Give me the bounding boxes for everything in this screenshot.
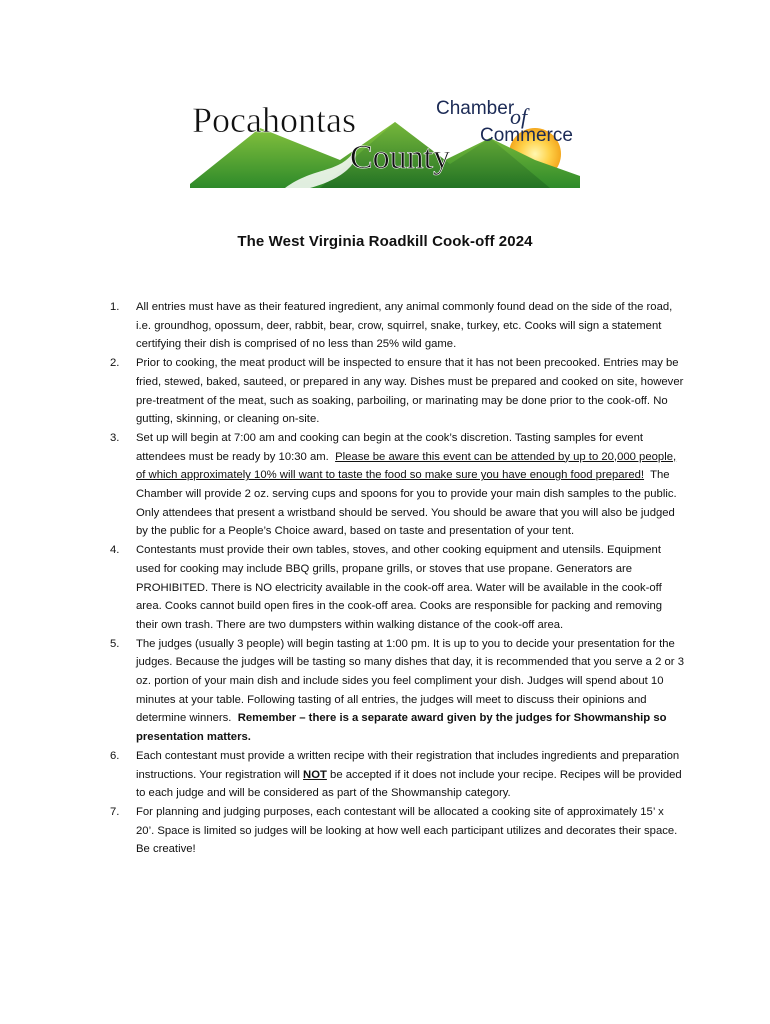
- logo-word-commerce: Commerce: [480, 125, 573, 146]
- rule-number: 2.: [110, 357, 120, 370]
- rule-showmanship-reminder: Remember – there is a separate award given by the judges for Showmanship so presentation matters.: [136, 712, 667, 744]
- rule-item-3: [96, 429, 684, 541]
- rule-item-6: [96, 747, 684, 803]
- rule-text: The Chamber will provide 2 oz. serving cups and spoons for you to provide your main dish samples to the public. Only attendees that present a wristband should be served. You should be aware that you will also be judged by the public for a People’s Choice award, based on taste and presentation of your tent.: [136, 469, 677, 538]
- rule-item-1: [96, 298, 684, 354]
- logo-word-pocahontas: Pocahontas: [192, 100, 356, 140]
- rule-number: 7.: [110, 805, 120, 818]
- rule-attendance-warning: Please be aware this event can be attended by up to 20,000 people, of which approximately 10% will want to taste the food so make sure you have enough food prepared!: [136, 450, 677, 482]
- logo-word-county: County: [350, 139, 451, 176]
- rule-text: The judges (usually 3 people) will begin tasting at 1:00 pm. It is up to you to decide your presentation for the judges. Because the judges will be tasting so many dishes that day, it is recommended that you serve a 2 or 3 oz. portion of your main dish and include sides you feel compliment your dish. Judges will spend about 10 minutes at your table. Following tasting of all entries, the judges will meet to discuss their opinions and determine winners.: [136, 637, 684, 725]
- rule-text: All entries must have as their featured ingredient, any animal commonly found dead on the side of the road, i.e. groundhog, opossum, deer, rabbit, bear, crow, squirrel, snake, turkey, etc. Cooks will sign a statement certifying their dish is comprised of no less than 25% wild game.: [136, 301, 673, 351]
- rule-text: Each contestant must provide a written recipe with their registration that includes ingredients and preparation instructions. Your registration will: [136, 749, 680, 781]
- rule-not-emphasis: NOT: [303, 768, 327, 781]
- rule-number: 5.: [110, 637, 120, 650]
- rule-text: Prior to cooking, the meat product will be inspected to ensure that it has not been precooked. Entries may be fried, stewed, baked, sauteed, or prepared in any way. Dishes must be prepared and cooked on site, however pre-treatment of the meat, such as soaking, parboiling, or marinating may be done prior to the cook-off. No gutting, skinning, or cleaning on-site.: [136, 357, 684, 426]
- rule-number: 1.: [110, 301, 120, 313]
- rule-text: Contestants must provide their own tables, stoves, and other cooking equipment and utensils. Equipment used for cooking may include BBQ grills, propane grills, or stoves that use propane. Generators are PROHIBITED. There is NO electricity available in the cook-off area. Water will be available in the cook-off area. Cooks cannot build open fires in the cook-off area. Cooks are responsible for packing and removing their own trash. There are two dumpsters within walking distance of the cook-off area.: [136, 544, 663, 631]
- rule-text: Set up will begin at 7:00 am and cooking can begin at the cook’s discretion. Tasting samples for event attendees must be ready by 10:30 am.: [136, 431, 643, 463]
- rule-number: 6.: [110, 749, 120, 762]
- rule-number: 3.: [110, 431, 120, 444]
- rule-text: For planning and judging purposes, each contestant will be allocated a cooking site of approximately 15’ x 20’. Space is limited so judges will be looking at how well each participant utilizes and decorates their space. Be creative!: [136, 805, 678, 856]
- logo-word-chamber: Chamber: [436, 98, 515, 119]
- logo-graphic: [190, 88, 580, 196]
- pocahontas-county-chamber-logo: [190, 88, 580, 196]
- document-title: The West Virginia Roadkill Cook-off 2024: [237, 233, 533, 250]
- logo-word-of: of: [510, 104, 528, 129]
- rules-list: [96, 298, 684, 859]
- rule-item-7: [96, 803, 684, 859]
- rule-item-4: [96, 541, 684, 635]
- rule-item-5: [96, 635, 684, 747]
- rule-item-2: [96, 354, 684, 429]
- rule-number: 4.: [110, 544, 120, 557]
- rule-text: be accepted if it does not include your recipe. Recipes will be provided to each judge and will be considered as part of the Showmanship category.: [136, 768, 682, 800]
